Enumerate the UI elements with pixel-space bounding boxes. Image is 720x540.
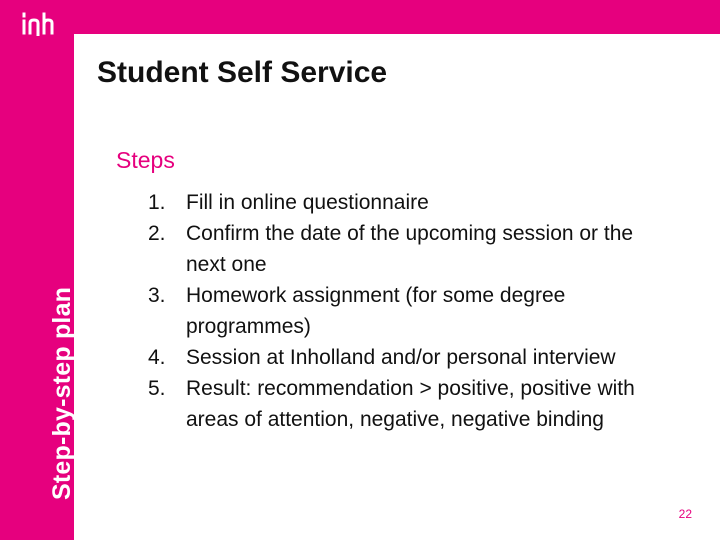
page-number: 22 xyxy=(678,507,692,521)
step-text: Session at Inholland and/or personal interview xyxy=(186,346,616,369)
step-text: Result: recommendation > positive, positive with areas of attention, negative, negative binding xyxy=(186,377,635,431)
step-number: 2. xyxy=(148,222,166,245)
step-item xyxy=(148,373,678,435)
step-number: 3. xyxy=(148,284,166,307)
step-item xyxy=(148,342,678,373)
step-item xyxy=(148,218,678,280)
step-number: 5. xyxy=(148,377,166,400)
step-text: Fill in online questionnaire xyxy=(186,191,429,214)
section-heading: Steps xyxy=(116,147,175,173)
step-item xyxy=(148,187,678,218)
step-text: Confirm the date of the upcoming session or the next one xyxy=(186,222,634,276)
step-item xyxy=(148,280,678,342)
inholland-logo-icon xyxy=(20,12,60,36)
slide-title: Student Self Service xyxy=(97,56,388,89)
top-band xyxy=(0,0,720,34)
step-number: 4. xyxy=(148,346,166,369)
sidebar-label: Step-by-step plan xyxy=(48,286,76,500)
step-number: 1. xyxy=(148,191,166,214)
steps-list xyxy=(148,187,678,435)
step-text: Homework assignment (for some degree programmes) xyxy=(186,284,566,338)
